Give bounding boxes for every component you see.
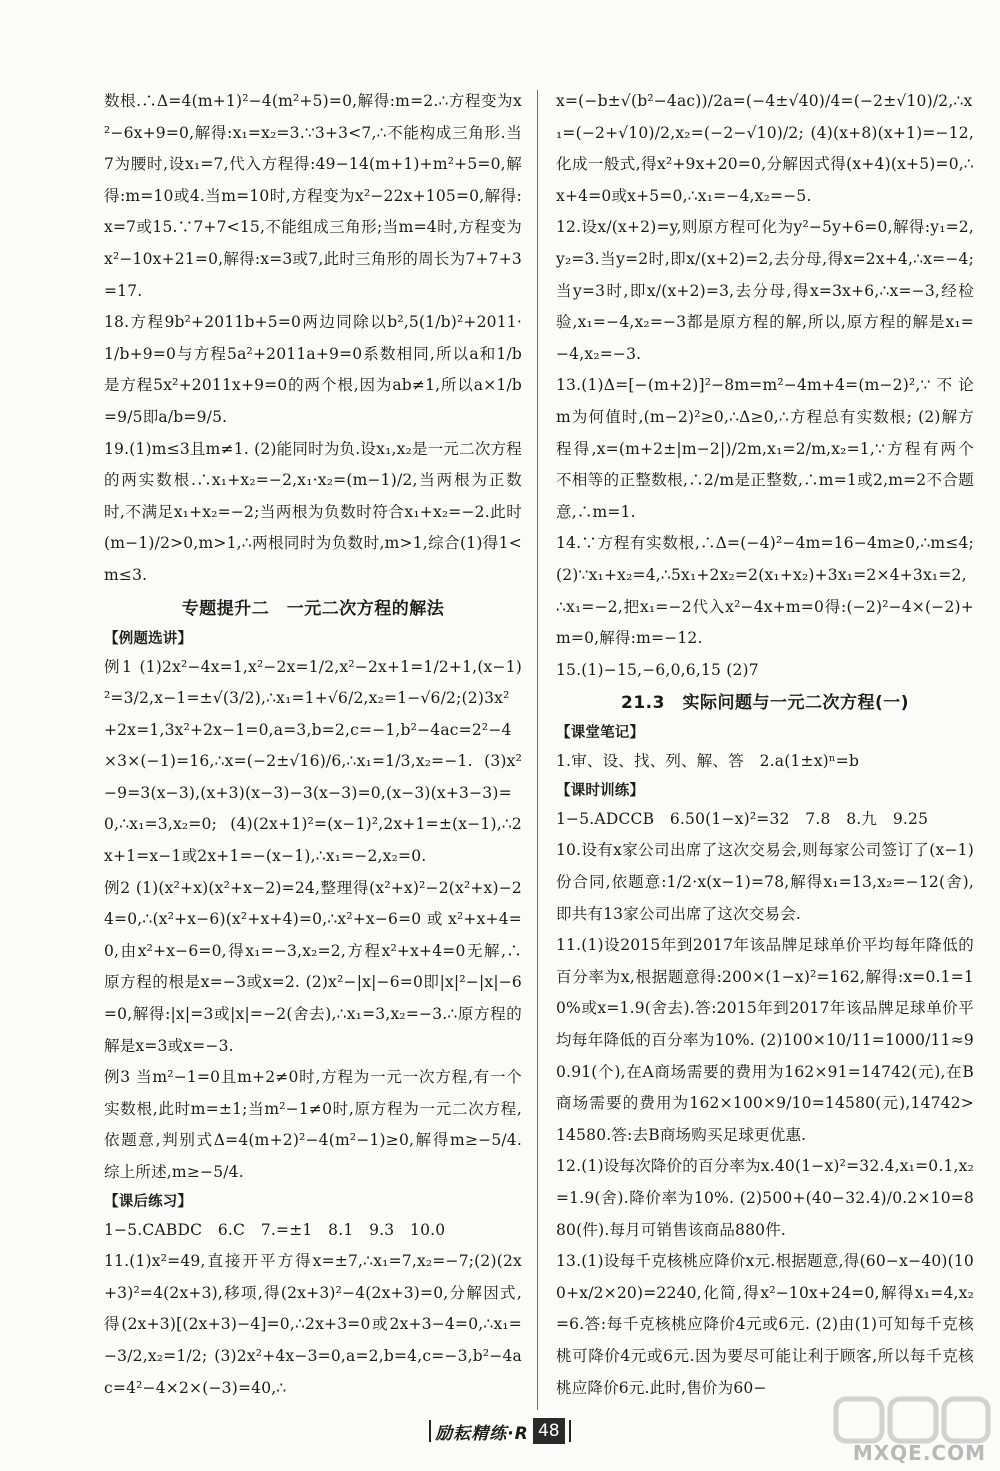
subsection-label-examples: 【例题选讲】 [104, 630, 193, 647]
watermark-site: MXQE.COM [852, 1441, 986, 1465]
answer-paragraph: 13.(1)设每千克核桃应降价x元.根据题意,得(60−x−40)(100+x/2×20)=2240,化简,得x²−10x+24=0,解得x₁=4,x₂=6.答:每千克核桃应降价4元或6元. (2)由(1)可知每千克核桃可降价4元或6元.因为要尽可能让利于顾客,所以每千克核桃应降价6元.此时,售价为60− [556, 1252, 974, 1397]
answer-paragraph: 1−5.ADCCB 6.50(1−x)²=32 7.8 8.九 9.25 [556, 809, 929, 828]
section-title-2: 21.3 实际问题与一元二次方程(一) [621, 693, 909, 714]
example-paragraph: 例1 (1)2x²−4x=1,x²−2x=1/2,x²−2x+1=1/2+1,(x−1)²=3/2,x−1=±√(3/2),∴x₁=1+√6/2,x₂=1−√6/2;(2)3x²+2x=1,3x²+2x−1=0,a=3,b=2,c=−1,b²−4ac=2²−4×3×(−1)=16,∴x=(−2±√16)/6,∴x₁=1/3,x₂=−1. (3)x²−9=3(x−3),(x+3)(x−3)−3(x−3)=0,(x−3)(x+3−3)=0,∴x₁=3,x₂=0; (4)(2x+1)²=(x−1)²,2x+1=±(x−1),∴2x+1=x−1或2x+1=−(x−1),∴x₁=−2,x₂=0. [104, 657, 522, 866]
column-divider [537, 90, 538, 1410]
example-paragraph: 例2 (1)(x²+x)(x²+x−2)=24,整理得(x²+x)²−2(x²+x)−24=0,∴(x²+x−6)(x²+x+4)=0,∴x²+x−6=0或x²+x+4=0,由x²+x−6=0,得x₁=−3,x₂=2,方程x²+x+4=0无解,∴原方程的根是x=−3或x=2. (2)x²−|x|−6=0即|x|²−|x|−6=0,解得:|x|=3或|x|=−2(舍去),∴x₁=3,x₂=−3.∴原方程的解是x=3或x=−3. [104, 878, 522, 1055]
section-title: 专题提升二 一元二次方程的解法 [181, 598, 445, 619]
answer-paragraph: 18.方程9b²+2011b+5=0两边同除以b²,5(1/b)²+2011·1/b+9=0与方程5a²+2011a+9=0系数相同,所以a和1/b是方程5x²+2011x+9=0的两个根,因为ab≠1,所以a×1/b=9/5即a/b=9/5. [104, 313, 522, 426]
answer-paragraph: 12.(1)设每次降价的百分率为x.40(1−x)²=32.4,x₁=0.1,x₂=1.9(舍).降价率为10%. (2)500+(40−32.4)/0.2×10=880(件).每月可销售该商品880件. [556, 1157, 974, 1239]
page-number: 48 [533, 1418, 565, 1444]
left-column [104, 86, 522, 1404]
subsection-label-training: 【课时训练】 [556, 782, 645, 799]
answer-paragraph: 10.设有x家公司出席了这次交易会,则每家公司签订了(x−1)份合同,依题意:1/2·x(x−1)=78,解得x₁=13,x₂=−12(舍),即共有13家公司出席了这次交易会. [556, 841, 974, 923]
right-column [556, 86, 974, 1404]
footer-brand: 励耘精练·R [435, 1423, 529, 1444]
answer-paragraph: x=(−b±√(b²−4ac))/2a=(−4±√40)/4=(−2±√10)/2,∴x₁=(−2+√10)/2,x₂=(−2−√10)/2; (4)(x+8)(x+1)=−12,化成一般式,得x²+9x+20=0,分解因式得(x+4)(x+5)=0,∴x+4=0或x+5=0,∴x₁=−4,x₂=−5. [556, 92, 974, 205]
answer-paragraph: 13.(1)Δ=[−(m+2)]²−8m=m²−4m+4=(m−2)²,∵不论m为何值时,(m−2)²≥0,∴Δ≥0,∴方程总有实数根; (2)解方程得,x=(m+2±|m−2|)/2m,x₁=2/m,x₂=1,∵方程有两个不相等的正整数根,∴2/m是正整数,∴m=1或2,m=2不合题意,∴m=1. [556, 376, 974, 521]
subsection-label-after-class: 【课后练习】 [104, 1193, 193, 1210]
footer-bar-left [429, 1420, 431, 1442]
subsection-label-notes: 【课堂笔记】 [556, 725, 645, 742]
answer-paragraph: 1.审、设、找、列、解、答 2.a(1±x)ⁿ=b [556, 752, 860, 771]
answer-paragraph: 14.∵方程有实数根,∴Δ=(−4)²−4m=16−4m≥0,∴m≤4; (2)∵x₁+x₂=4,∴5x₁+2x₂=2(x₁+x₂)+3x₁=2×4+3x₁=2,∴x₁=−2,把x₁=−2代入x²−4x+m=0得:(−2)²−4×(−2)+m=0,解得:m=−12. [556, 534, 974, 648]
example-paragraph: 例3 当m²−1=0且m+2≠0时,方程为一元一次方程,有一个实数根,此时m=±1;当m²−1≠0时,原方程为一元二次方程,依题意,判别式Δ=4(m+2)²−4(m²−1)≥0,解得m≥−5/4.综上所述,m≥−5/4. [104, 1068, 522, 1181]
answer-paragraph: 11.(1)x²=49,直接开平方得x=±7,∴x₁=7,x₂=−7;(2)(2x+3)²=4(2x+3),移项,得(2x+3)²−4(2x+3)=0,分解因式,得(2x+3)[(2x+3)−4]=0,∴2x+3=0或2x+3−4=0,∴x₁=−3/2,x₂=1/2; (3)2x²+4x−3=0,a=2,b=4,c=−3,b²−4ac=4²−4×2×(−3)=40,∴ [104, 1252, 522, 1397]
answer-paragraph: 12.设x/(x+2)=y,则原方程可化为y²−5y+6=0,解得:y₁=2,y₂=3.当y=2时,即x/(x+2)=2,去分母,得x=2x+4,∴x=−4;当y=3时,即x/(x+2)=3,去分母,得x=3x+6,∴x=−3,经检验,x₁=−4,x₂=−3都是原方程的解,所以,原方程的解是x₁=−4,x₂=−3. [556, 218, 974, 363]
answer-paragraph: 15.(1)−15,−6,0,6,15 (2)7 [556, 660, 759, 679]
footer-bar-right [569, 1420, 571, 1442]
answer-paragraph: 数根.∴Δ=4(m+1)²−4(m²+5)=0,解得:m=2.∴方程变为x²−6x+9=0,解得:x₁=x₂=3.∵3+3<7,∴不能构成三角形.当7为腰时,设x₁=7,代入方程得:49−14(m+1)+m²+5=0,解得:m=10或4.当m=10时,方程变为x²−22x+105=0,解得:x=7或15.∵7+7<15,不能组成三角形;当m=4时,方程变为x²−10x+21=0,解得:x=3或7,此时三角形的周长为7+7+3=17. [104, 92, 522, 300]
answer-paragraph: 19.(1)m≤3且m≠1. (2)能同时为负.设x₁,x₂是一元二次方程的两实数根.∴x₁+x₂=−2,x₁·x₂=(m−1)/2,当两根为正数时,不满足x₁+x₂=−2;当两根为负数时符合x₁+x₂=−2.此时(m−1)/2>0,m>1,∴两根同时为负数时,m>1,综合(1)得1<m≤3. [104, 439, 522, 584]
answer-paragraph: 11.(1)设2015年到2017年该品牌足球单价平均每年降低的百分率为x,根据题意得:200×(1−x)²=162,解得:x=0.1=10%或x=1.9(舍去).答:2015年到2017年该品牌足球单价平均每年降低的百分率为10%. (2)100×10/11=1000/11≈90.91(个),在A商场需要的费用为162×91=14742(元),在B商场需要的费用为162×100×9/10=14580(元),14742>14580.答:去B商场购买足球更优惠. [556, 936, 974, 1144]
answer-paragraph: 1−5.CABDC 6.C 7.=±1 8.1 9.3 10.0 [104, 1220, 446, 1239]
